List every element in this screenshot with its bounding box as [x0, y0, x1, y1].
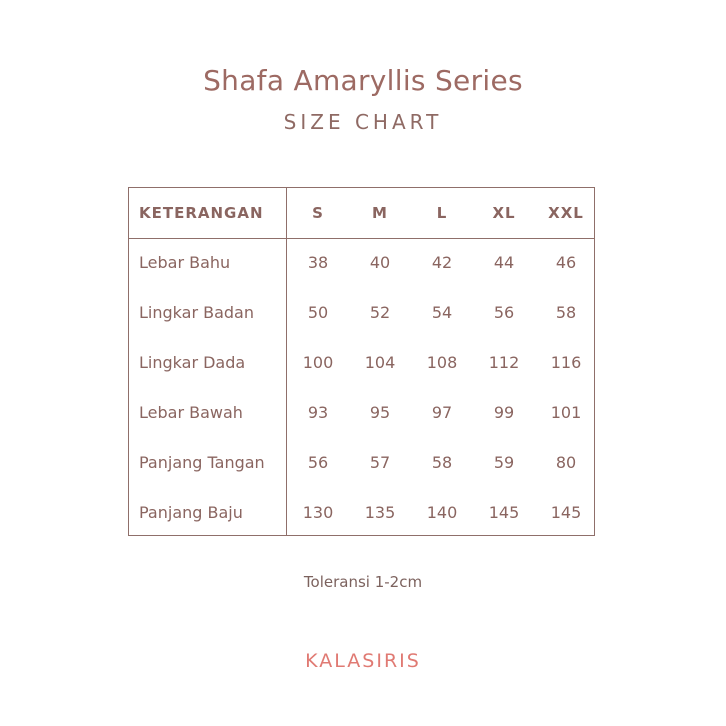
size-table — [128, 187, 595, 536]
row-value: 145 — [488, 503, 520, 522]
header-size-m: M — [372, 204, 388, 222]
row-value: 52 — [369, 303, 391, 322]
row-value: 59 — [493, 453, 515, 472]
header-keterangan: KETERANGAN — [139, 204, 264, 222]
row-value: 116 — [550, 353, 582, 372]
row-value: 80 — [555, 453, 577, 472]
row-value: 40 — [369, 253, 391, 272]
chart-subtitle: SIZE CHART — [283, 110, 443, 134]
row-value: 44 — [493, 253, 515, 272]
row-value: 54 — [431, 303, 453, 322]
row-value: 99 — [493, 403, 515, 422]
row-label: Lingkar Dada — [139, 353, 246, 372]
row-value: 100 — [302, 353, 334, 372]
row-value: 93 — [307, 403, 329, 422]
row-label: Lebar Bahu — [139, 253, 231, 272]
row-value: 108 — [426, 353, 458, 372]
row-value: 101 — [550, 403, 582, 422]
row-value: 140 — [426, 503, 458, 522]
brand-name: KALASIRIS — [305, 650, 421, 672]
row-label: Panjang Tangan — [139, 453, 265, 472]
row-value: 145 — [550, 503, 582, 522]
header-size-l: L — [436, 204, 448, 222]
header-size-s: S — [312, 204, 324, 222]
row-value: 57 — [369, 453, 391, 472]
row-value: 135 — [364, 503, 396, 522]
row-label: Lingkar Badan — [139, 303, 254, 322]
row-value: 38 — [307, 253, 329, 272]
header-divider — [129, 238, 594, 239]
header-size-xl: XL — [492, 204, 516, 222]
tolerance-note: Toleransi 1-2cm — [303, 573, 423, 591]
column-divider — [286, 188, 287, 535]
row-value: 58 — [431, 453, 453, 472]
chart-title: Shafa Amaryllis Series — [203, 64, 523, 97]
row-value: 112 — [488, 353, 520, 372]
row-value: 56 — [493, 303, 515, 322]
row-label: Lebar Bawah — [139, 403, 243, 422]
row-value: 46 — [555, 253, 577, 272]
row-value: 130 — [302, 503, 334, 522]
row-label: Panjang Baju — [139, 503, 243, 522]
row-value: 95 — [369, 403, 391, 422]
header-size-xxl: XXL — [548, 204, 584, 222]
row-value: 97 — [431, 403, 453, 422]
row-value: 104 — [364, 353, 396, 372]
row-value: 58 — [555, 303, 577, 322]
row-value: 56 — [307, 453, 329, 472]
row-value: 42 — [431, 253, 453, 272]
row-value: 50 — [307, 303, 329, 322]
